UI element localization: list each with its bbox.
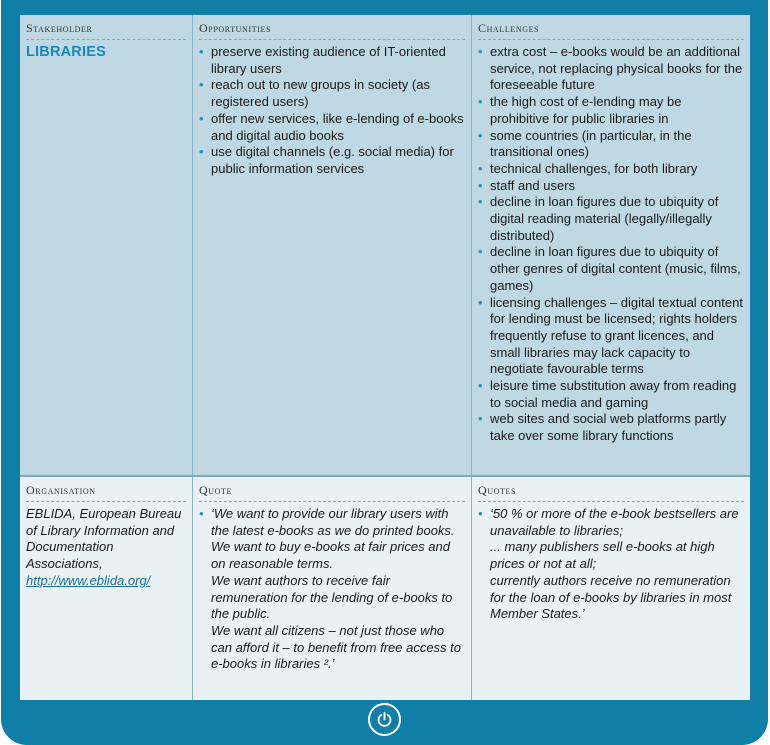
- page-frame: [1, 0, 768, 745]
- list-item: • use digital channels (e.g. social media) for public information services: [199, 144, 454, 176]
- quote-line: We want authors to receive fair remuneration for the lending of e-books to the public.: [211, 572, 453, 622]
- quote-list: [199, 506, 465, 673]
- quotes-cell: [472, 477, 750, 700]
- organisation-link[interactable]: http://www.eblida.org/: [26, 572, 151, 588]
- opportunities-list: [199, 44, 465, 178]
- bullet-icon: •: [199, 506, 204, 521]
- bullet-icon: •: [478, 244, 483, 260]
- list-item: • some countries (in particular, in the transitional ones): [478, 127, 692, 160]
- bullet-icon: •: [199, 144, 204, 160]
- challenges-cell: [472, 15, 750, 475]
- quote-line: ‘We want to provide our library users with the latest e-books as we do printed books.: [211, 506, 455, 538]
- list-item: • the high cost of e-lending may be prohibitive for public libraries in: [478, 94, 682, 126]
- bullet-icon: •: [478, 94, 483, 110]
- bullet-icon: •: [478, 411, 483, 427]
- list-item: • decline in loan figures due to ubiquity of other genres of digital content (music, films, games): [478, 244, 741, 293]
- bullet-icon: •: [478, 177, 483, 193]
- quotes-list: [478, 506, 744, 623]
- bullet-icon: •: [199, 44, 204, 59]
- list-item: • decline in loan figures due to ubiquity of digital reading material (legally/illegally distributed): [478, 194, 719, 243]
- list-item: [199, 506, 465, 673]
- bullet-icon: •: [199, 110, 204, 126]
- header-organisation: Organisation: [26, 483, 186, 502]
- bullet-icon: •: [478, 506, 483, 521]
- list-item: • web sites and social web platforms partly take over some library functions: [478, 411, 727, 444]
- bullet-icon: •: [478, 44, 483, 59]
- table-row-organisation: [20, 477, 750, 700]
- header-quote: Quote: [199, 483, 465, 502]
- header-opportunities: Opportunities: [199, 21, 465, 40]
- bullet-icon: •: [478, 160, 483, 176]
- table-row-libraries: [20, 15, 750, 475]
- opportunities-cell: [193, 15, 471, 475]
- quote-line: We want all citizens – not just those who can afford it – to benefit from free access to e-books in libraries ².’: [211, 622, 462, 672]
- bullet-icon: •: [478, 194, 483, 210]
- bullet-icon: •: [478, 127, 483, 143]
- stakeholder-table: [20, 15, 750, 700]
- power-button[interactable]: [368, 703, 401, 736]
- list-item: • reach out to new groups in society (as registered users): [199, 77, 430, 110]
- power-icon: [376, 711, 393, 728]
- stakeholder-name: LIBRARIES: [26, 44, 106, 60]
- quote-line: ... many publishers sell e-books at high prices or not at all;: [490, 539, 715, 572]
- list-item: • staff and users: [478, 177, 576, 193]
- quote-line: We want to buy e-books at fair prices and on reasonable terms.: [211, 539, 450, 572]
- organisation-name: EBLIDA, European Bureau of Library Information and Documentation Associations,: [26, 506, 182, 572]
- bullet-icon: •: [478, 378, 483, 394]
- header-quotes: Quotes: [478, 483, 744, 502]
- list-item: • leisure time substitution away from reading to social media and gaming: [478, 378, 737, 410]
- quote-line: ‘50 % or more of the e-book bestsellers are unavailable to libraries;: [490, 506, 739, 538]
- list-item: • offer new services, like e-lending of e-books and digital audio books: [199, 110, 464, 143]
- list-item: • extra cost – e-books would be an additional service, not replacing physical books for the foreseeable future: [478, 44, 743, 93]
- list-item: • licensing challenges – digital textual content for lending must be licensed; rights holders frequently refuse to grant licences, and small libraries may lack capacity to negotiate favourable terms: [478, 294, 743, 377]
- bullet-icon: •: [199, 77, 204, 93]
- list-item: • preserve existing audience of IT-oriented library users: [199, 44, 446, 76]
- list-item: • technical challenges, for both library: [478, 160, 698, 176]
- quote-line: currently authors receive no remuneration for the loan of e-books by libraries in most Member States.’: [490, 572, 732, 622]
- bullet-icon: •: [478, 294, 483, 310]
- organisation-cell: [20, 477, 192, 700]
- quote-cell: [193, 477, 471, 700]
- header-stakeholder: Stakeholder: [26, 21, 186, 40]
- header-challenges: Challenges: [478, 21, 744, 40]
- challenges-list: [478, 44, 744, 445]
- stakeholder-cell: [20, 15, 192, 475]
- list-item: [478, 506, 744, 623]
